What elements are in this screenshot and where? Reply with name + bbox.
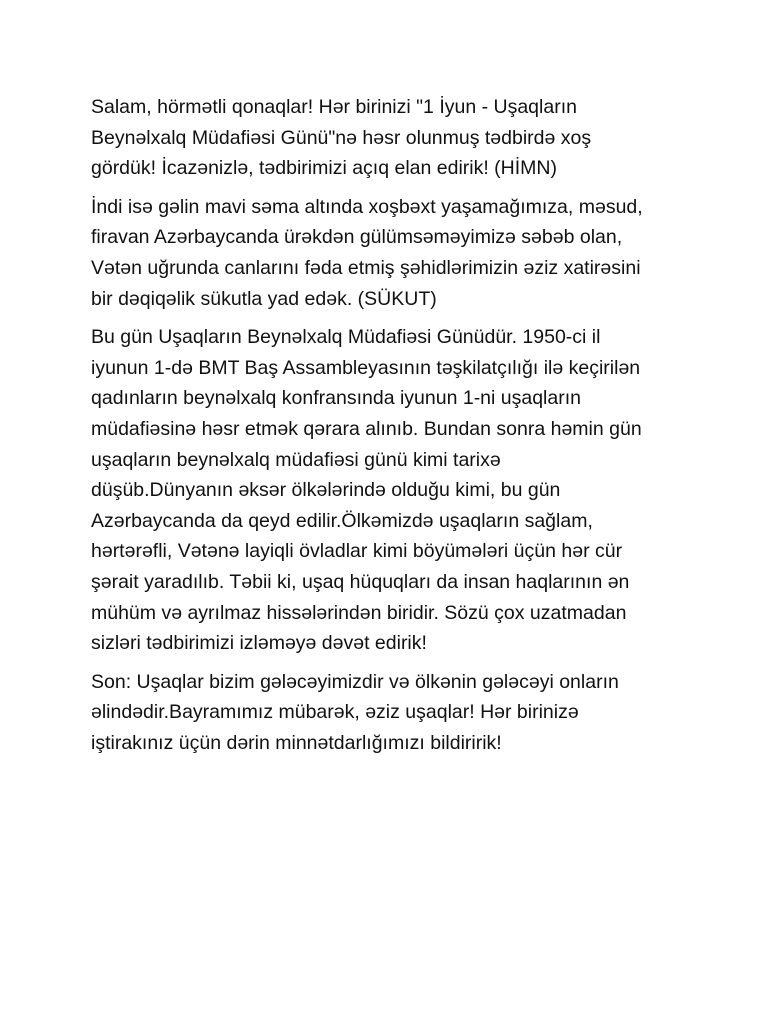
paragraph-greeting	[91, 92, 691, 184]
text-line: gördük! İcazənizlə, tədbirimizi açıq elan edirik! (HİMN)	[91, 157, 558, 180]
text-line: uşaqların beynəlxalq müdafiəsi günü kimi tarixə	[91, 448, 501, 471]
paragraph-history	[91, 322, 691, 659]
text-line: müdafiəsinə həsr etmək qərara alınıb. Bundan sonra həmin gün	[91, 417, 642, 440]
text-line: İndi isə gəlin mavi səma altında xoşbəxt yaşamağımıza, məsud,	[91, 195, 643, 218]
text-line: əlindədir.Bayramımız mübarək, əziz uşaqlar! Hər birinizə	[91, 701, 579, 724]
text-line: qadınların beynəlxalq konfransında iyunun 1-ni uşaqların	[91, 387, 581, 410]
text-line: şərait yaradılıb. Təbii ki, uşaq hüquqları da insan haqlarının ən	[91, 570, 630, 593]
text-line: iyunun 1-də BMT Baş Assambleyasının təşkilatçılığı ilə keçirilən	[91, 356, 641, 379]
document-body	[91, 92, 691, 766]
text-line: iştirakınız üçün dərin minnətdarlığımızı bildiririk!	[91, 731, 502, 754]
paragraph-silence	[91, 192, 691, 314]
text-line: düşüb.Dünyanın əksər ölkələrində olduğu kimi, bu gün	[91, 479, 561, 502]
paragraph-closing	[91, 667, 691, 759]
text-line: bir dəqiqəlik sükutla yad edək. (SÜKUT)	[91, 287, 437, 310]
text-line: firavan Azərbaycanda ürəkdən gülümsəməyimizə səbəb olan,	[91, 226, 623, 249]
text-line: Bu gün Uşaqların Beynəlxalq Müdafiəsi Günüdür. 1950-ci il	[91, 326, 601, 349]
text-line: mühüm və ayrılmaz hissələrindən biridir. Sözü çox uzatmadan	[91, 601, 627, 624]
text-line: Son: Uşaqlar bizim gələcəyimizdir və ölkənin gələcəyi onların	[91, 670, 619, 693]
text-line: sizləri tədbirimizi izləməyə dəvət edirik!	[91, 632, 427, 655]
text-line: Azərbaycanda da qeyd edilir.Ölkəmizdə uşaqların sağlam,	[91, 509, 593, 532]
text-line: hərtərəfli, Vətənə layiqli övladlar kimi böyümələri üçün hər cür	[91, 540, 623, 563]
text-line: Salam, hörmətli qonaqlar! Hər birinizi "1 İyun - Uşaqların	[91, 96, 577, 118]
text-line: Vətən uğrunda canlarını fəda etmiş şəhidlərimizin əziz xatirəsini	[91, 256, 641, 279]
text-line: Beynəlxalq Müdafiəsi Günü"nə həsr olunmuş tədbirdə xoş	[91, 126, 592, 149]
